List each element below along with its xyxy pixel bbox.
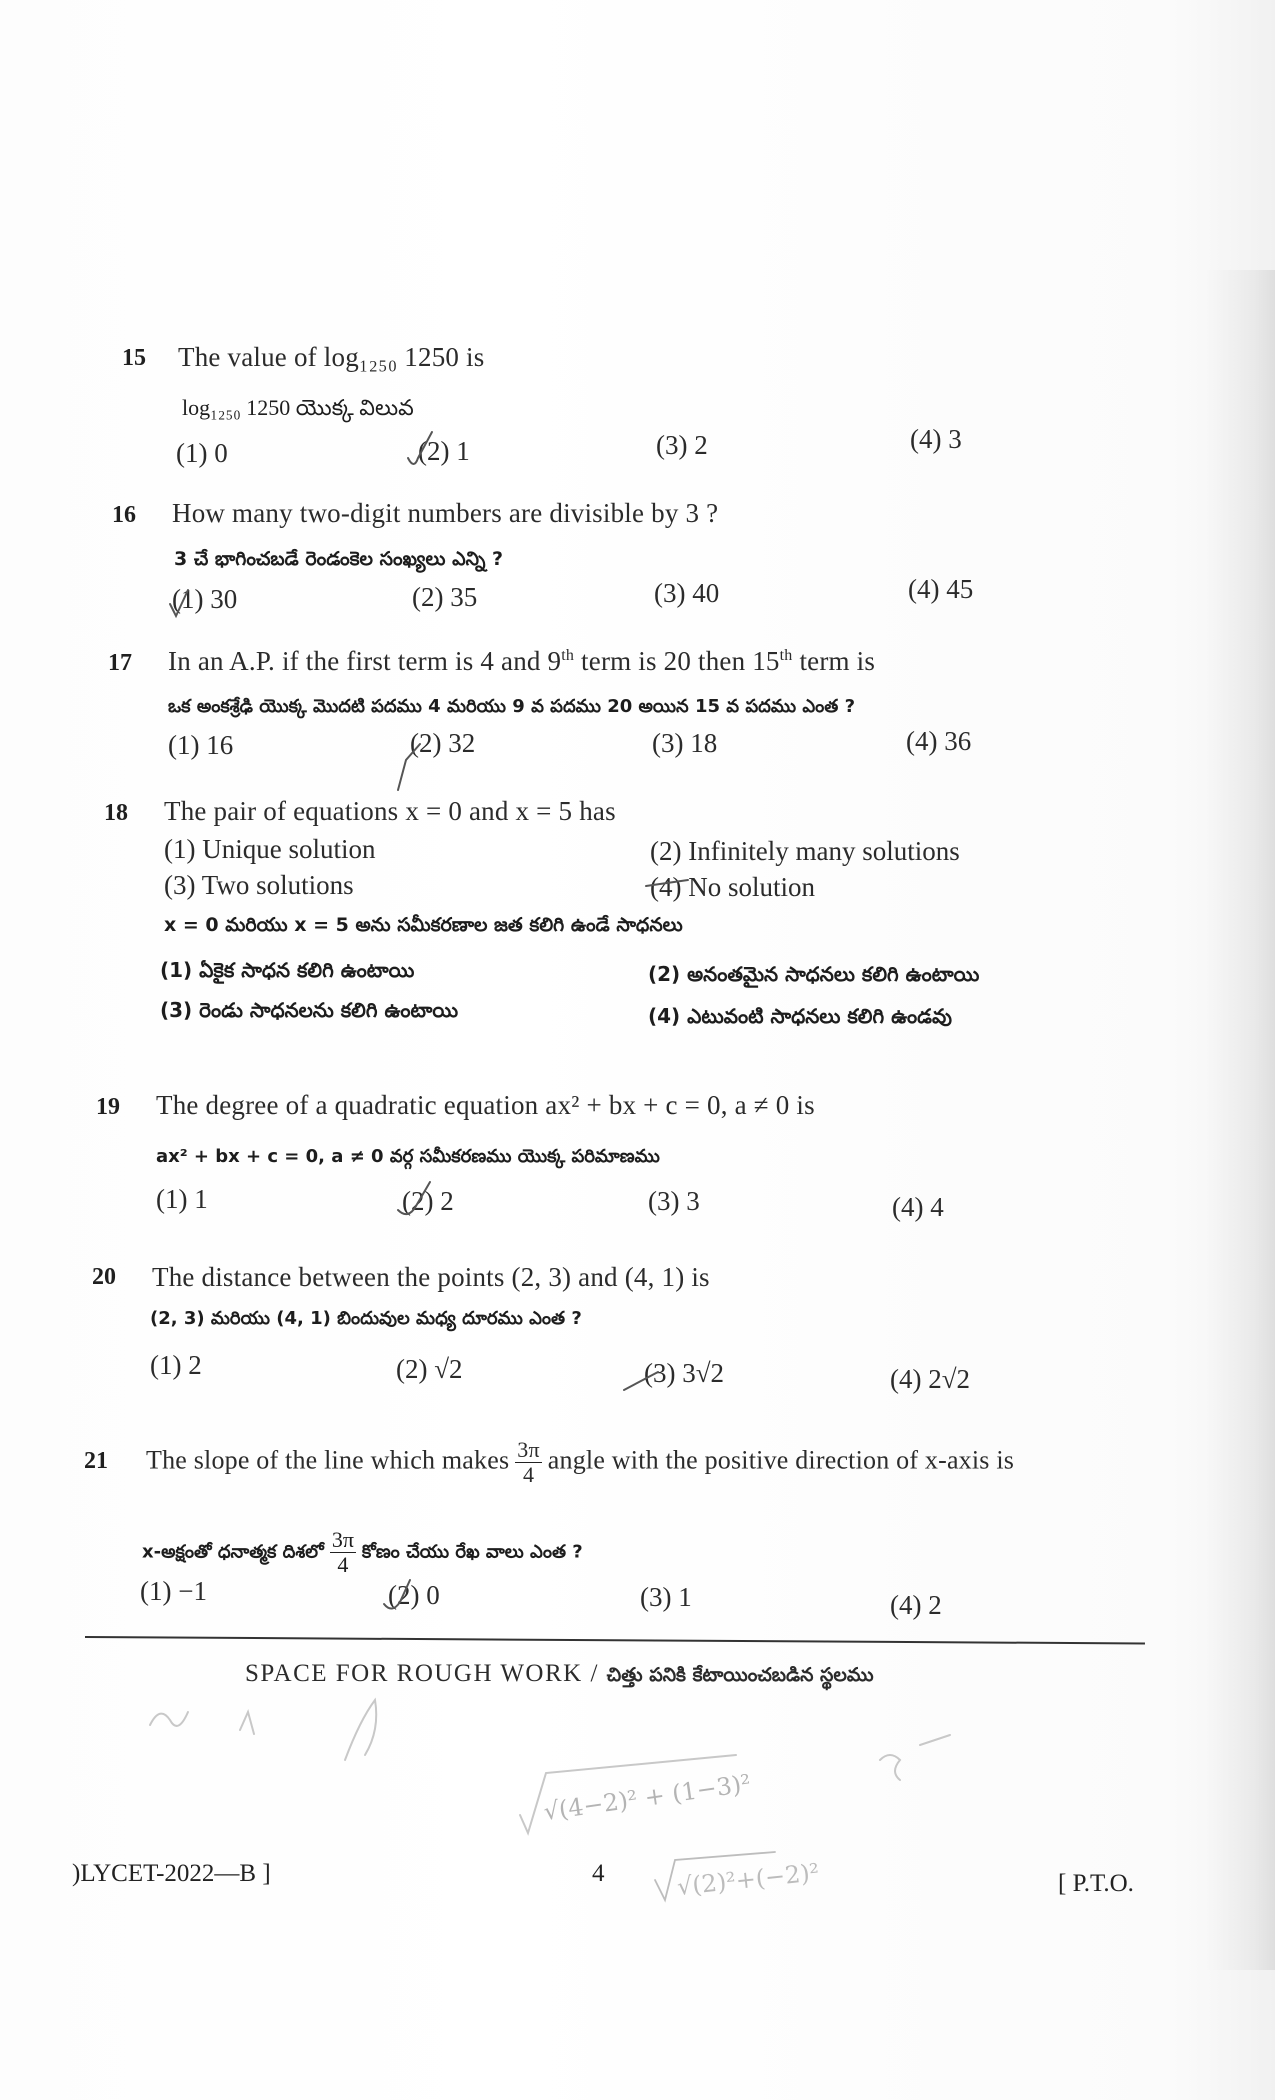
question-text-telugu: x-అక్షంతో ధనాత్మక దిశలో $\frac{3\pi}{4}$ కోణం చేయు రేఖ వాలు ఎంత ? — [142, 1527, 583, 1577]
question-text-english: The slope of the line which makes $\frac{3\pi}{4}$ angle with the positive direction of x-axis is — [146, 1437, 1015, 1487]
option-1: (1) −1 — [140, 1576, 207, 1606]
telugu-option-1: (1) ఏకైక సాధన కలిగి ఉంటాయి — [160, 958, 415, 982]
question-number: 16 — [112, 502, 136, 528]
option-2: (2) √2 — [396, 1354, 463, 1384]
question-number: 20 — [92, 1264, 116, 1290]
question-text-english: The degree of a quadratic equation ax² + bx + c = 0, a ≠ 0 is — [156, 1090, 815, 1120]
question-text-telugu: ax² + bx + c = 0, a ≠ 0 వర్గ సమీకరణము యొక్క పరిమాణము — [156, 1146, 660, 1167]
tick-mark-q16 — [170, 590, 188, 616]
question-number: 18 — [104, 800, 128, 826]
question-number: 17 — [108, 650, 132, 676]
option-3: (3) 3 — [648, 1186, 700, 1216]
question-text-english: In an A.P. if the first term is 4 and 9th term is 20 then 15th term is — [168, 646, 876, 676]
option-2: (2) 32 — [410, 728, 476, 758]
option-1: (1) 0 — [176, 438, 228, 468]
option-2: (2) 1 — [418, 436, 470, 466]
option-3: (3) 3√2 — [644, 1358, 725, 1388]
option-3: (3) 40 — [654, 578, 720, 608]
question-text-english: The distance between the points (2, 3) and (4, 1) is — [152, 1262, 710, 1292]
option-2: (2) 35 — [412, 582, 478, 612]
option-4: (4) 4 — [892, 1192, 944, 1222]
option-1: (1) 16 — [168, 730, 234, 760]
handwritten-working-1: √(4−2)² + (1−3)² — [541, 1769, 753, 1826]
option-1: (1) 30 — [172, 584, 238, 614]
telugu-option-4: (4) ఎటువంటి సాధనలు కలిగి ఉండవు — [648, 1004, 952, 1028]
question-number: 15 — [122, 345, 146, 371]
option-4: (4) 2√2 — [890, 1364, 971, 1394]
option-3: (3) 1 — [640, 1582, 692, 1612]
tick-mark-q19 — [398, 1182, 430, 1214]
exam-code: )LYCET-2022—B ] — [72, 1860, 271, 1887]
page-number: 4 — [592, 1860, 605, 1887]
option-1: (1) 2 — [150, 1350, 202, 1380]
handwritten-working-2: √(2)²+(−2)² — [675, 1858, 821, 1901]
tick-mark-q17 — [398, 744, 420, 790]
question-text-english: The value of log₁₂₅₀ 1250 is — [178, 342, 485, 372]
please-turn-over: [ P.T.O. — [1058, 1870, 1134, 1897]
tick-mark-q21 — [384, 1580, 410, 1609]
option-2: (2) 0 — [388, 1580, 440, 1610]
question-number: 19 — [96, 1094, 120, 1120]
question-text-english: How many two-digit numbers are divisible by 3 ? — [172, 498, 719, 528]
option-2: (2) Infinitely many solutions — [650, 836, 960, 866]
strike-mark-q18 — [646, 880, 688, 886]
question-number: 21 — [84, 1448, 108, 1474]
question-text-english: The pair of equations x = 0 and x = 5 has — [164, 796, 616, 826]
question-text-telugu: 3 చే భాగించబడే రెండంకెల సంఖ్యలు ఎన్ని ? — [174, 548, 504, 570]
fraction-3pi-over-4: $\frac{3\pi}{4}$ — [517, 1437, 540, 1487]
tick-mark-q20 — [624, 1372, 658, 1390]
option-4: (4) 36 — [906, 726, 972, 756]
option-4: (4) 45 — [908, 574, 974, 604]
option-2: (2) 2 — [402, 1186, 454, 1216]
option-3: (3) 18 — [652, 728, 718, 758]
option-1: (1) 1 — [156, 1184, 208, 1214]
telugu-option-2: (2) అనంతమైన సాధనలు కలిగి ఉంటాయి — [648, 962, 980, 986]
option-4: (4) 3 — [910, 424, 962, 454]
option-4: (4) 2 — [890, 1590, 942, 1620]
option-1: (1) Unique solution — [164, 834, 376, 864]
rough-work-heading: SPACE FOR ROUGH WORK / చిత్తు పనికి కేటాయించబడిన స్థలము — [245, 1660, 874, 1687]
tick-mark-q15 — [408, 432, 432, 464]
question-text-telugu: log₁₂₅₀ 1250 యొక్క విలువ — [182, 395, 414, 420]
option-3: (3) 2 — [656, 430, 708, 460]
option-4: (4) No solution — [650, 872, 815, 902]
question-text-telugu: x = 0 మరియు x = 5 అను సమీకరణాల జత కలిగి ఉండే సాధనలు — [164, 914, 683, 936]
telugu-option-3: (3) రెండు సాధనలను కలిగి ఉంటాయి — [160, 998, 459, 1022]
option-3: (3) Two solutions — [164, 870, 354, 900]
question-text-telugu: ఒక అంకశ్రేఢి యొక్క మొదటి పదము 4 మరియు 9 వ పదము 20 అయిన 15 వ పదము ఎంత ? — [168, 696, 856, 717]
question-text-telugu: (2, 3) మరియు (4, 1) బిందువుల మధ్య దూరము ఎంత ? — [150, 1308, 582, 1329]
